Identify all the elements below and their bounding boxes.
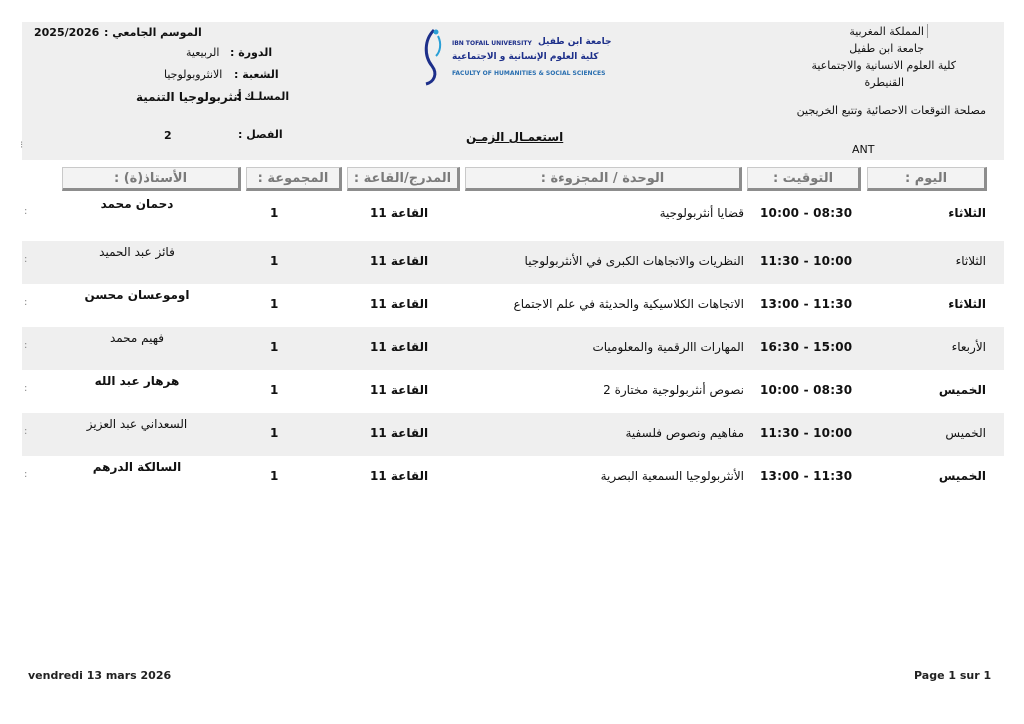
module-cell: قضايا أنثربولوجية	[659, 206, 744, 220]
day-cell: الخميس	[938, 469, 986, 483]
column-header-prof: الأستاذ(ة) :	[62, 167, 241, 191]
track-value: أنثربولوجيا التنمية	[136, 90, 242, 104]
row-edge-mark: :	[24, 297, 28, 308]
group-cell: 1	[270, 254, 279, 268]
group-cell: 1	[270, 383, 279, 397]
time-cell: 11:30 - 10:00	[760, 254, 853, 268]
day-cell: الخميس	[945, 426, 986, 440]
group-cell: 1	[270, 297, 279, 311]
session-label: الدورة :	[230, 46, 273, 59]
branch-label: الشعبة :	[234, 68, 279, 81]
prof-cell: اوموعسان محسن	[84, 288, 190, 302]
semester-label: الفصل :	[238, 128, 283, 141]
footer-date: vendredi 13 mars 2026	[28, 669, 172, 682]
column-header-day: اليوم :	[867, 167, 987, 191]
room-cell: القاعة 11	[370, 383, 429, 397]
season-value: 2025/2026	[34, 26, 100, 39]
day-cell: الخميس	[938, 383, 986, 397]
prof-cell: هرهار عبد الله	[94, 374, 180, 388]
table-row	[22, 456, 1004, 499]
room-cell: القاعة 11	[370, 254, 429, 268]
track-label: المسلـك :	[236, 90, 290, 103]
time-cell: 10:00 - 08:30	[760, 206, 853, 220]
prof-cell: السالكة الدرهم	[92, 460, 182, 474]
module-cell: النظريات والاتجاهات الكبرى في الأنثربولوجيا	[524, 254, 744, 268]
city-line: القنيطرة	[864, 76, 904, 89]
day-cell: الثلاثاء	[948, 297, 986, 311]
logo-line3-en: FACULTY OF HUMANITIES & SOCIAL SCIENCES	[452, 70, 606, 77]
day-cell: الثلاثاء	[955, 254, 986, 268]
table-row	[22, 241, 1004, 284]
branch-value: الانثروبولوجيا	[164, 68, 223, 81]
table-row	[22, 193, 1004, 236]
page-title: استعمـال الزمـن	[466, 130, 564, 144]
room-cell: القاعة 11	[370, 297, 429, 311]
table-row	[22, 413, 1004, 456]
logo-line1-en: IBN TOFAIL UNIVERSITY	[452, 40, 532, 47]
faculty-logo	[418, 26, 612, 88]
semester-value: 2	[164, 129, 172, 142]
column-header-room: المدرج/القاعة :	[347, 167, 460, 191]
module-cell: الأنثربولوجيا السمعية البصرية	[600, 469, 744, 483]
row-edge-mark: :	[24, 206, 28, 217]
kingdom-line: المملكة المغربية	[849, 25, 924, 38]
column-header-group: المجموعة :	[246, 167, 342, 191]
day-cell: الأربعاء	[951, 340, 986, 354]
column-header-time: التوقيت :	[747, 167, 861, 191]
header-divider	[927, 24, 928, 38]
row-edge-mark: :	[24, 254, 28, 265]
row-edge-mark: :	[24, 469, 28, 480]
module-cell: الاتجاهات الكلاسيكية والحديثة في علم الاجتماع	[513, 297, 744, 311]
footer-page: Page 1 sur 1	[914, 669, 992, 682]
prof-cell: فهيم محمد	[109, 331, 165, 345]
prof-cell: السعداني عبد العزيز	[86, 417, 188, 431]
prof-cell: فائز عبد الحميد	[99, 245, 175, 259]
group-cell: 1	[270, 206, 279, 220]
program-code: ANT	[852, 143, 875, 156]
column-header-module: الوحدة / المجزوءة :	[465, 167, 742, 191]
group-cell: 1	[270, 340, 279, 354]
logo-line1-ar: جامعة ابن طفيل	[538, 37, 612, 47]
table-row	[22, 284, 1004, 327]
row-edge-mark: :	[24, 426, 28, 437]
time-cell: 10:00 - 08:30	[760, 383, 853, 397]
time-cell: 13:00 - 11:30	[760, 469, 853, 483]
season-label: الموسم الجامعي :	[104, 26, 202, 39]
module-cell: مفاهيم ونصوص فلسفية	[625, 426, 744, 440]
time-cell: 16:30 - 15:00	[760, 340, 853, 354]
row-edge-mark: :	[24, 383, 28, 394]
university-emblem-icon	[418, 26, 446, 88]
table-row	[22, 327, 1004, 370]
group-cell: 1	[270, 426, 279, 440]
module-cell: المهارات االرقمية والمعلوميات	[592, 340, 744, 354]
time-cell: 13:00 - 11:30	[760, 297, 853, 311]
logo-line2-ar: كلية العلوم الإنسانية و الاجتماعية	[452, 52, 599, 62]
time-cell: 11:30 - 10:00	[760, 426, 853, 440]
group-cell: 1	[270, 469, 279, 483]
room-cell: القاعة 11	[370, 426, 429, 440]
room-cell: القاعة 11	[370, 469, 429, 483]
faculty-line: كلية العلوم الانسانية والاجتماعية	[811, 59, 956, 72]
session-value: الربيعية	[186, 46, 220, 59]
service-line: مصلحة التوقعات الاحصائية وتتبع الخريجين	[796, 104, 986, 117]
table-row	[22, 370, 1004, 413]
prof-cell: دحمان محمد	[100, 197, 174, 211]
room-cell: القاعة 11	[370, 340, 429, 354]
university-line: جامعة ابن طفيل	[849, 42, 924, 55]
left-edge-mark: ⁝	[20, 140, 24, 151]
row-edge-mark: :	[24, 340, 28, 351]
day-cell: الثلاثاء	[948, 206, 986, 220]
room-cell: القاعة 11	[370, 206, 429, 220]
module-cell: نصوص أنثربولوجية مختارة 2	[603, 383, 744, 397]
